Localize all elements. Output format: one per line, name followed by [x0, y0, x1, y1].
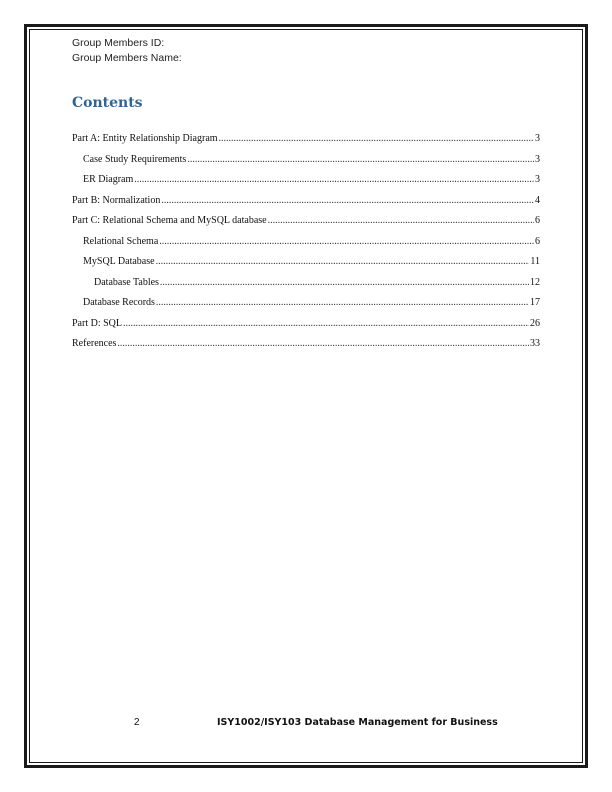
toc-entry-page: 4 — [535, 194, 540, 206]
toc-leader-dots — [161, 195, 534, 206]
toc-entry-page: 17 — [530, 297, 540, 308]
toc-leader-dots — [187, 154, 534, 165]
toc-entry-text: Part A: Entity Relationship Diagram — [72, 133, 218, 144]
toc-entry-text: MySQL Database — [83, 256, 155, 267]
toc-entry-part-b[interactable] — [72, 195, 540, 209]
toc-entry-page: 6 — [535, 235, 540, 247]
toc-entry-part-a[interactable] — [72, 133, 540, 147]
toc-entry-page: 11 — [530, 256, 540, 267]
toc-leader-dots — [159, 236, 534, 247]
toc-entry-page: 33 — [530, 338, 540, 349]
toc-entry-text: Database Records — [83, 297, 155, 308]
footer-course-title: ISY1002/ISY103 Database Management for Business — [217, 717, 498, 728]
toc-entry-text: Part C: Relational Schema and MySQL database — [72, 215, 267, 226]
toc-entry-database-tables[interactable] — [72, 277, 540, 291]
toc-entry-text: References — [72, 338, 117, 349]
footer-page-number: 2 — [134, 717, 140, 728]
toc-entry-database-records[interactable] — [72, 297, 540, 311]
toc-entry-text: Part B: Normalization — [72, 194, 161, 206]
header — [72, 36, 182, 65]
toc-entry-text: Database Tables — [94, 276, 159, 288]
toc-title: Contents — [72, 95, 143, 111]
toc-leader-dots — [160, 277, 529, 288]
toc-leader-dots — [123, 318, 529, 329]
toc-leader-dots — [156, 297, 529, 308]
toc-leader-dots — [117, 338, 529, 349]
toc-entry-text: ER Diagram — [83, 174, 134, 185]
toc-entry-part-d[interactable] — [72, 318, 540, 332]
toc-leader-dots — [156, 256, 530, 267]
toc-leader-dots — [219, 133, 534, 144]
toc-entry-page: 26 — [530, 317, 540, 329]
toc-entry-text: Part D: SQL — [72, 317, 122, 329]
toc-entry-text: Case Study Requirements — [83, 153, 187, 165]
toc-entry-case-study-requirements[interactable] — [72, 154, 540, 168]
toc-entry-page: 3 — [535, 174, 540, 185]
toc-entry-text: Relational Schema — [83, 235, 159, 247]
group-members-name-label: Group Members Name: — [72, 51, 182, 64]
toc-leader-dots — [134, 174, 534, 185]
toc-entry-page: 12 — [530, 276, 540, 288]
group-members-id-label: Group Members ID: — [72, 37, 165, 49]
toc-entry-page: 3 — [535, 133, 540, 144]
toc-entry-page: 6 — [535, 215, 540, 226]
toc-entry-relational-schema[interactable] — [72, 236, 540, 250]
toc-entry-er-diagram[interactable] — [72, 174, 540, 188]
toc-entry-page: 3 — [535, 153, 540, 165]
toc-entry-mysql-database[interactable] — [72, 256, 540, 270]
toc-entry-references[interactable] — [72, 338, 540, 352]
toc-leader-dots — [268, 215, 534, 226]
toc-entry-part-c[interactable] — [72, 215, 540, 229]
